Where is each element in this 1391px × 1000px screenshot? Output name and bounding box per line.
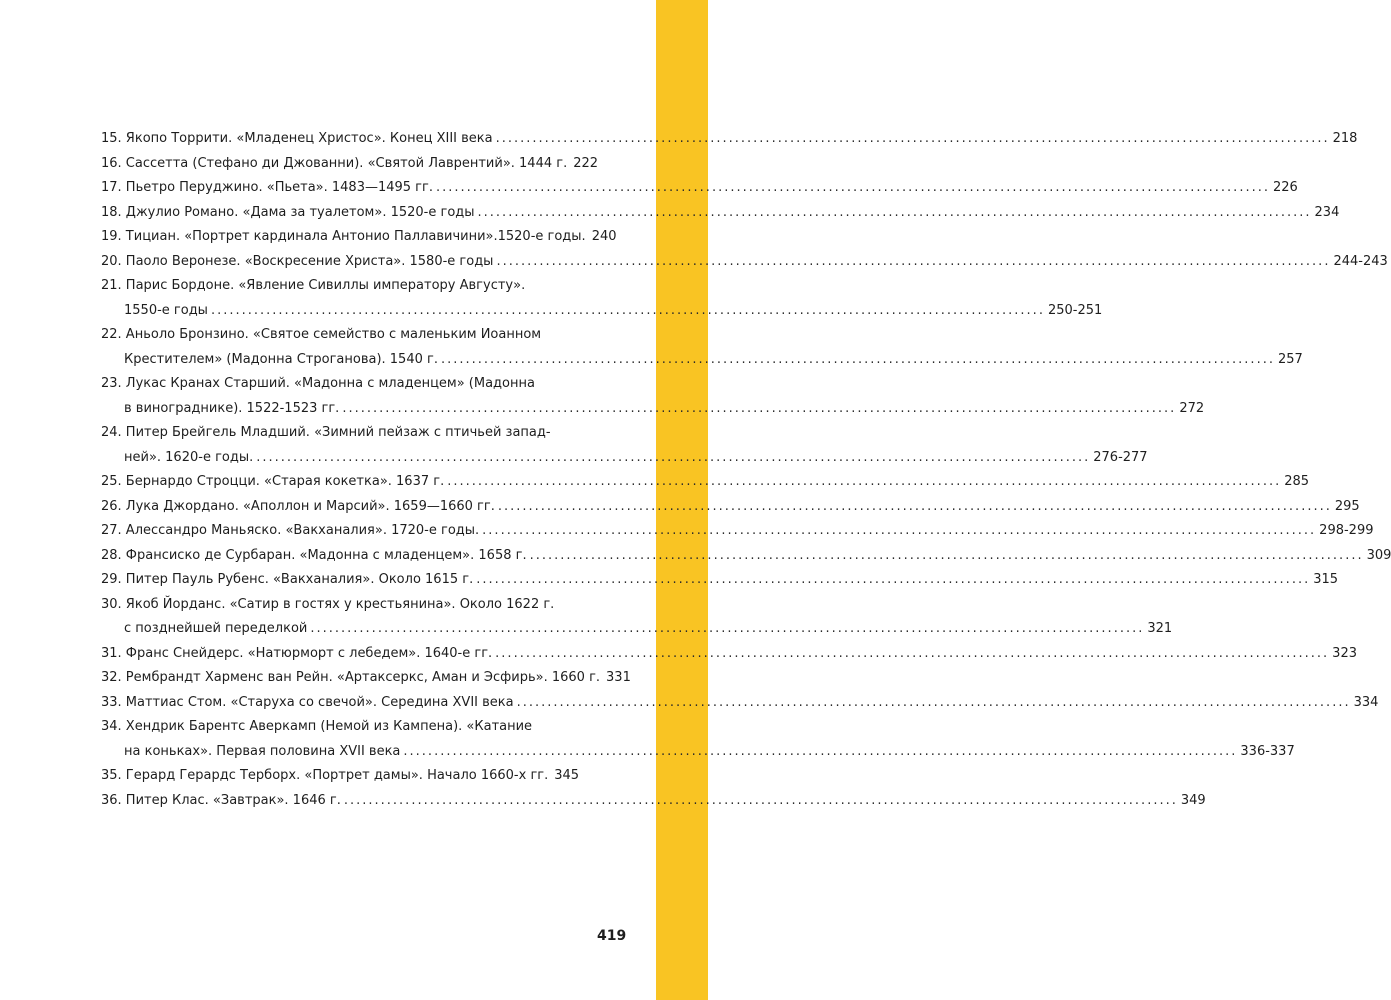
toc-entry (101, 666, 631, 691)
dot-leader (211, 299, 1045, 324)
entry-page: 276-277 (1093, 449, 1148, 465)
dot-leader (530, 544, 1364, 569)
entry-text: с позднейшей переделкой (124, 621, 308, 636)
dot-leader (476, 568, 1310, 593)
dot-leader (310, 617, 1144, 642)
entry-text: 18. Джулио Романо. «Дама за туалетом». 1520-е годы (101, 204, 475, 220)
toc-entry (101, 495, 1360, 520)
entry-page: 336-337 (1240, 743, 1295, 759)
entry-first-line: 34. Хендрик Барентс Аверкамп (Немой из Кампена). «Катание (101, 719, 533, 734)
dot-leader (517, 691, 1351, 716)
toc-entry (101, 519, 1374, 544)
entry-first-line: 30. Якоб Йорданс. «Сатир в гостях у крестьянина». Около 1622 г. (101, 596, 555, 612)
entry-text: Крестителем» (Мадонна Строганова). 1540 г. (124, 351, 438, 367)
toc-entry (101, 593, 1173, 642)
entry-first-line: 23. Лукас Кранах Старший. «Мадонна с младенцем» (Мадонна (101, 376, 535, 391)
toc-entry (101, 691, 1379, 716)
toc-entry (101, 764, 580, 789)
toc-entry (101, 372, 1205, 421)
toc-entry (101, 715, 1295, 764)
dot-leader (447, 470, 1281, 495)
toc-entry (101, 789, 1206, 814)
entry-page: 323 (1332, 645, 1357, 661)
dot-leader (495, 642, 1329, 667)
entry-first-line: 24. Питер Брейгель Младший. «Зимний пейзаж с птичьей запад- (101, 425, 551, 440)
dot-leader (436, 176, 1270, 201)
toc-entry (101, 544, 1391, 569)
entry-text: 27. Алессандро Маньяско. «Вакханалия». 1720-е годы. (101, 523, 480, 538)
table-of-contents (101, 127, 1391, 813)
toc-entry (101, 250, 1388, 275)
dot-leader (478, 201, 1312, 226)
entry-page: 334 (1353, 694, 1379, 710)
toc-entry (101, 470, 1310, 495)
entry-text: 36. Питер Клас. «Завтрак». 1646 г. (101, 792, 341, 808)
entry-text: 29. Питер Пауль Рубенс. «Вакханалия». Около 1615 г. (101, 572, 474, 587)
toc-entry (101, 152, 599, 177)
entry-text: на коньках». Первая половина XVII века (124, 743, 401, 759)
entry-page: 244-243 (1333, 253, 1388, 269)
toc-entry (101, 568, 1339, 593)
dot-leader (342, 397, 1176, 422)
entry-text: 17. Пьетро Перуджино. «Пьета». 1483—1495 гг. (101, 180, 433, 195)
entry-text: 25. Бернардо Строцци. «Старая кокетка». 1637 г. (101, 474, 445, 489)
entry-text: 32. Рембрандт Харменс ван Рейн. «Артаксеркс, Аман и Эсфирь». 1660 г. (101, 670, 601, 685)
entry-page: 240 (591, 229, 617, 244)
entry-page: 285 (1284, 474, 1310, 489)
entry-page: 349 (1180, 792, 1206, 808)
dot-leader (498, 495, 1332, 520)
entry-page: 250-251 (1047, 302, 1103, 318)
dot-leader (441, 348, 1275, 373)
entry-page: 309 (1366, 547, 1391, 563)
entry-page: 222 (573, 155, 599, 171)
page-number: 419 (597, 928, 627, 944)
dot-leader (256, 446, 1090, 471)
entry-page: 315 (1313, 572, 1339, 587)
entry-page: 321 (1147, 621, 1173, 636)
entry-text: 28. Франсиско де Сурбаран. «Мадонна с младенцем». 1658 г. (101, 547, 527, 563)
entry-first-line: 22. Аньоло Бронзино. «Святое семейство с маленьким Иоанном (101, 327, 542, 342)
toc-entry (101, 421, 1148, 470)
entry-text: в винограднике). 1522-1523 гг. (124, 400, 340, 416)
dot-leader (403, 740, 1237, 765)
entry-page: 257 (1277, 351, 1303, 367)
dot-leader (482, 519, 1316, 544)
entry-page: 295 (1334, 498, 1360, 514)
entry-first-line: 21. Парис Бордоне. «Явление Сивиллы императору Августу». (101, 278, 526, 293)
entry-text: ней». 1620-е годы. (124, 449, 254, 465)
entry-page: 234 (1314, 204, 1340, 220)
entry-page: 226 (1272, 180, 1298, 195)
entry-page: 345 (554, 768, 580, 783)
toc-entry (101, 225, 617, 250)
entry-text: 31. Франс Снейдерс. «Натюрморт с лебедем». 1640-е гг. (101, 645, 493, 661)
dot-leader (496, 250, 1330, 275)
entry-text: 15. Якопо Торрити. «Младенец Христос». Конец XIII века (101, 131, 493, 146)
toc-entry (101, 274, 1103, 323)
entry-text: 26. Лука Джордано. «Аполлон и Марсий». 1659—1660 гг. (101, 498, 495, 514)
entry-text: 16. Сассетта (Стефано ди Джованни). «Святой Лаврентий». 1444 г. (101, 155, 568, 171)
entry-page: 272 (1179, 400, 1205, 416)
toc-entry (101, 127, 1358, 152)
toc-entry (101, 201, 1340, 226)
entry-page: 298-299 (1319, 523, 1374, 538)
dot-leader (496, 127, 1330, 152)
entry-text: 19. Тициан. «Портрет кардинала Антонио Паллавичини».1520-е годы. (101, 229, 586, 244)
entry-text: 1550-е годы (124, 302, 208, 318)
toc-entry (101, 323, 1303, 372)
entry-text: 35. Герард Герардс Терборх. «Портрет дамы». Начало 1660-х гг. (101, 768, 549, 783)
toc-entry (101, 176, 1298, 201)
entry-text: 33. Маттиас Стом. «Старуха со свечой». Середина XVII века (101, 694, 514, 710)
dot-leader (344, 789, 1178, 814)
entry-page: 331 (606, 670, 631, 685)
entry-page: 218 (1332, 131, 1358, 146)
toc-entry (101, 642, 1357, 667)
entry-text: 20. Паоло Веронезе. «Воскресение Христа». 1580-е годы (101, 253, 494, 269)
